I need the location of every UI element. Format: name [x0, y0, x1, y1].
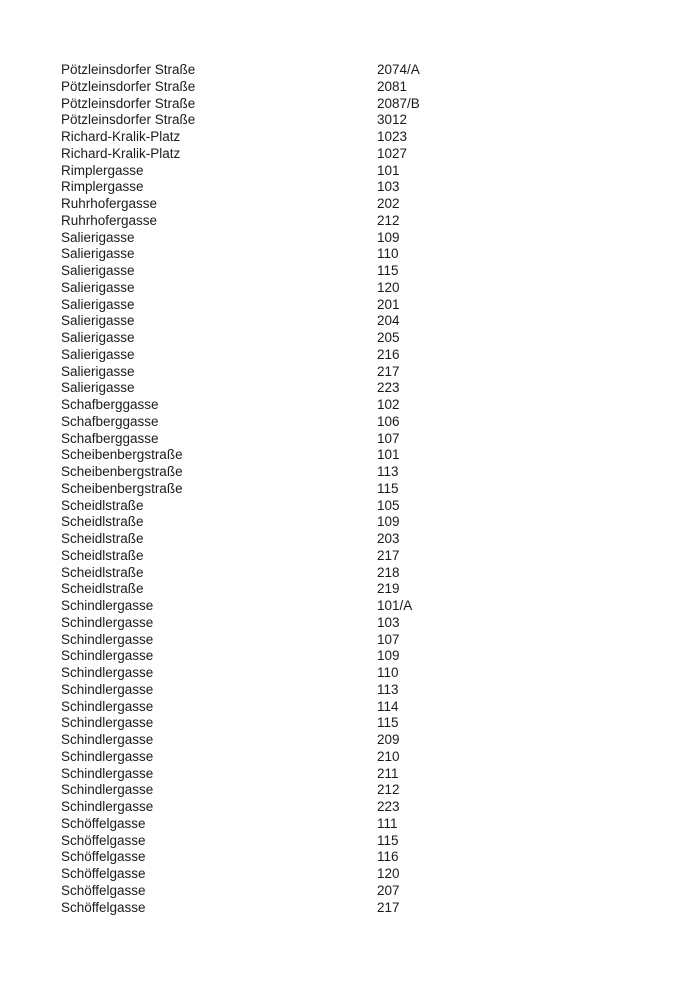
- address-row: [61, 96, 660, 113]
- address-number: 203: [377, 531, 400, 546]
- street-name: Scheidlstraße: [61, 581, 144, 597]
- address-number: 120: [377, 866, 400, 881]
- address-row: [61, 397, 660, 414]
- address-number: 115: [377, 480, 399, 496]
- address-number: 105: [377, 497, 400, 513]
- address-number: 223: [377, 380, 400, 396]
- address-number: 202: [377, 196, 400, 211]
- address-row: [61, 531, 660, 548]
- address-number: 101/A: [377, 598, 413, 613]
- address-number: 109: [377, 514, 400, 530]
- address-number: 109: [377, 229, 400, 245]
- address-row: [61, 598, 660, 615]
- address-number: 210: [377, 748, 400, 764]
- address-number: 101: [377, 162, 400, 178]
- street-name: Schöffelgasse: [61, 882, 146, 898]
- address-number: 109: [377, 648, 400, 664]
- address-row: [61, 816, 660, 833]
- address-row: [61, 431, 660, 448]
- address-row: [61, 213, 660, 230]
- address-row: [61, 447, 660, 464]
- address-row: [61, 699, 660, 716]
- street-name: Schafberggasse: [61, 413, 159, 429]
- street-name: Schindlergasse: [61, 732, 154, 747]
- address-number: 217: [377, 547, 400, 563]
- address-row: [61, 347, 660, 364]
- address-row: [61, 380, 660, 397]
- address-number: 107: [377, 430, 400, 446]
- street-name: Schöffelgasse: [61, 899, 146, 915]
- street-name: Salierigasse: [61, 313, 135, 329]
- address-number: 101: [377, 447, 400, 463]
- address-number: 120: [377, 279, 400, 295]
- address-number: 102: [377, 397, 400, 412]
- address-number: 2087/B: [377, 95, 420, 111]
- address-row: [61, 280, 660, 297]
- street-name: Richard-Kralik-Platz: [61, 129, 181, 144]
- street-name: Pötzleinsdorfer Straße: [61, 62, 196, 77]
- address-number: 113: [377, 464, 399, 479]
- address-number: 223: [377, 799, 400, 814]
- address-row: [61, 62, 660, 79]
- street-name: Schindlergasse: [61, 648, 154, 664]
- address-row: [61, 665, 660, 682]
- street-name: Salierigasse: [61, 279, 135, 295]
- street-name: Schindlergasse: [61, 681, 154, 697]
- street-name: Scheibenbergstraße: [61, 464, 183, 479]
- street-name: Scheidlstraße: [61, 531, 144, 546]
- address-number: 1023: [377, 129, 408, 144]
- address-number: 106: [377, 413, 400, 429]
- address-row: [61, 112, 660, 129]
- address-row: [61, 313, 660, 330]
- street-name: Schöffelgasse: [61, 849, 146, 865]
- address-row: [61, 514, 660, 531]
- address-number: 115: [377, 832, 399, 848]
- address-number: 201: [377, 296, 400, 312]
- address-row: [61, 849, 660, 866]
- street-name: Salierigasse: [61, 229, 135, 245]
- address-number: 217: [377, 363, 400, 379]
- street-name: Schindlergasse: [61, 782, 154, 798]
- address-row: [61, 632, 660, 649]
- address-row: [61, 129, 660, 146]
- address-number: 110: [377, 665, 399, 680]
- street-name: Scheibenbergstraße: [61, 480, 183, 496]
- street-name: Schöffelgasse: [61, 832, 146, 848]
- street-name: Pötzleinsdorfer Straße: [61, 112, 196, 128]
- address-row: [61, 732, 660, 749]
- street-name: Ruhrhofergasse: [61, 196, 158, 211]
- address-number: 111: [377, 815, 398, 831]
- street-name: Schindlergasse: [61, 715, 154, 731]
- address-number: 110: [377, 246, 399, 262]
- street-name: Schindlergasse: [61, 631, 154, 647]
- address-number: 115: [377, 263, 399, 278]
- street-name: Schindlergasse: [61, 748, 154, 764]
- address-row: [61, 833, 660, 850]
- address-row: [61, 648, 660, 665]
- address-row: [61, 179, 660, 196]
- address-number: 216: [377, 346, 400, 362]
- address-number: 115: [377, 715, 399, 731]
- street-name: Scheidlstraße: [61, 514, 144, 530]
- address-number: 204: [377, 313, 400, 329]
- address-list: [61, 62, 660, 916]
- address-row: [61, 481, 660, 498]
- street-name: Schindlergasse: [61, 665, 154, 680]
- street-name: Salierigasse: [61, 246, 135, 262]
- address-row: [61, 866, 660, 883]
- address-number: 207: [377, 882, 400, 898]
- address-number: 107: [377, 631, 400, 647]
- street-name: Scheidlstraße: [61, 497, 144, 513]
- street-name: Schindlergasse: [61, 614, 154, 630]
- address-row: [61, 230, 660, 247]
- address-row: [61, 464, 660, 481]
- address-row: [61, 565, 660, 582]
- address-number: 1027: [377, 145, 408, 161]
- address-number: 103: [377, 614, 400, 630]
- address-row: [61, 364, 660, 381]
- address-number: 217: [377, 899, 400, 915]
- address-row: [61, 196, 660, 213]
- address-number: 211: [377, 765, 399, 781]
- address-row: [61, 79, 660, 96]
- address-number: 2074/A: [377, 62, 420, 77]
- street-name: Scheidlstraße: [61, 564, 144, 580]
- address-number: 209: [377, 732, 400, 747]
- street-name: Rimplergasse: [61, 179, 144, 195]
- street-name: Schöffelgasse: [61, 866, 146, 881]
- address-row: [61, 146, 660, 163]
- address-row: [61, 163, 660, 180]
- address-row: [61, 799, 660, 816]
- street-name: Rimplergasse: [61, 162, 144, 178]
- street-name: Salierigasse: [61, 380, 135, 396]
- street-name: Ruhrhofergasse: [61, 212, 158, 228]
- street-name: Scheidlstraße: [61, 547, 144, 563]
- address-number: 212: [377, 782, 400, 798]
- address-row: [61, 498, 660, 515]
- street-name: Schindlergasse: [61, 799, 154, 814]
- address-number: 219: [377, 581, 400, 597]
- address-row: [61, 548, 660, 565]
- address-row: [61, 263, 660, 280]
- address-number: 114: [377, 698, 399, 714]
- address-row: [61, 615, 660, 632]
- street-name: Salierigasse: [61, 263, 135, 278]
- address-number: 3012: [377, 112, 408, 128]
- address-row: [61, 749, 660, 766]
- address-row: [61, 330, 660, 347]
- address-row: [61, 900, 660, 917]
- street-name: Schafberggasse: [61, 430, 159, 446]
- address-number: 113: [377, 681, 399, 697]
- street-name: Schindlergasse: [61, 765, 154, 781]
- street-name: Salierigasse: [61, 363, 135, 379]
- street-name: Salierigasse: [61, 346, 135, 362]
- address-row: [61, 246, 660, 263]
- street-name: Schindlergasse: [61, 698, 154, 714]
- address-row: [61, 581, 660, 598]
- address-row: [61, 682, 660, 699]
- street-name: Pötzleinsdorfer Straße: [61, 78, 196, 94]
- street-name: Salierigasse: [61, 296, 135, 312]
- address-row: [61, 883, 660, 900]
- address-row: [61, 766, 660, 783]
- address-row: [61, 715, 660, 732]
- address-number: 212: [377, 212, 400, 228]
- address-row: [61, 297, 660, 314]
- address-row: [61, 782, 660, 799]
- street-name: Richard-Kralik-Platz: [61, 145, 181, 161]
- street-name: Schöffelgasse: [61, 815, 146, 831]
- street-name: Schindlergasse: [61, 598, 154, 613]
- address-row: [61, 414, 660, 431]
- address-number: 103: [377, 179, 400, 195]
- address-number: 2081: [377, 78, 408, 94]
- street-name: Schafberggasse: [61, 397, 159, 412]
- address-number: 218: [377, 564, 400, 580]
- address-number: 116: [377, 849, 399, 865]
- address-number: 205: [377, 330, 400, 345]
- street-name: Pötzleinsdorfer Straße: [61, 95, 196, 111]
- street-name: Salierigasse: [61, 330, 135, 345]
- street-name: Scheibenbergstraße: [61, 447, 183, 463]
